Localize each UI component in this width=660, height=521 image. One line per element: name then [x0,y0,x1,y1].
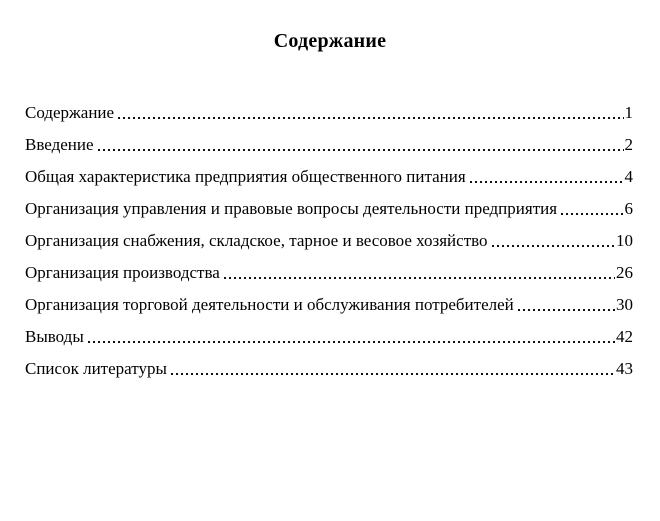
toc-entry-page-number: 1 [624,103,633,122]
toc-entry[interactable] [25,353,633,385]
toc-entry-label: Список литературы [25,359,167,378]
toc-entry[interactable] [25,321,633,353]
toc-entry-label: Организация снабжения, складское, тарное и весовое хозяйство [25,231,488,250]
toc-entry-label: Организация торговой деятельности и обслуживания потребителей [25,295,514,314]
toc-entry-page-number: 6 [624,199,633,218]
toc-entry[interactable] [25,97,633,129]
toc-entry-label: Организация производства [25,263,220,282]
toc-entry[interactable] [25,289,633,321]
toc-entry-page-number: 42 [616,327,633,346]
toc-leader-dots [492,245,615,247]
toc-leader-dots [118,117,623,119]
toc-entry-page-number: 26 [616,263,633,282]
document-title: Содержание [273,30,387,52]
toc-leader-dots [561,213,623,215]
toc-entry-page-number: 43 [616,359,633,378]
toc-entry-page-number: 30 [616,295,633,314]
toc-entry[interactable] [25,193,633,225]
toc-entry[interactable] [25,129,633,161]
toc-leader-dots [98,149,624,151]
toc-leader-dots [470,181,624,183]
table-of-contents [0,97,660,385]
toc-entry-label: Содержание [25,103,115,122]
toc-entry-page-number: 10 [616,231,633,250]
toc-entry[interactable] [25,161,633,193]
toc-entry[interactable] [25,225,633,257]
toc-entry[interactable] [25,257,633,289]
toc-entry-label: Общая характеристика предприятия общественного питания [25,167,466,186]
toc-entry-page-number: 2 [624,135,633,154]
toc-leader-dots [171,373,615,375]
toc-leader-dots [518,309,615,311]
toc-entry-label: Выводы [25,327,84,346]
toc-entry-label: Организация управления и правовые вопросы деятельности предприятия [25,199,558,218]
toc-leader-dots [224,277,615,279]
toc-entry-page-number: 4 [624,167,633,186]
toc-entry-label: Введение [25,135,94,154]
toc-leader-dots [88,341,615,343]
